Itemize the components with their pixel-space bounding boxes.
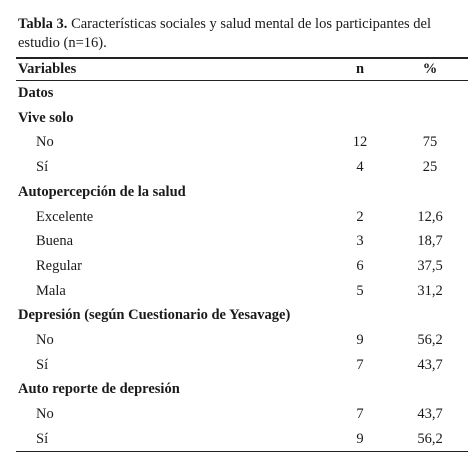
section-row: [0, 81, 475, 105]
table-row: [0, 254, 475, 278]
section-row: [0, 180, 475, 204]
section-label: Vive solo: [18, 109, 74, 126]
header-variables: Variables: [18, 61, 77, 77]
row-percent: 75: [422, 134, 438, 151]
section-label: Autopercepción de la salud: [18, 183, 186, 200]
row-label: Sí: [36, 159, 49, 176]
table-row: [0, 402, 475, 426]
row-percent: 43,7: [417, 406, 443, 423]
row-percent: 25: [422, 159, 438, 176]
row-label: Sí: [36, 356, 49, 373]
row-label: Regular: [36, 257, 82, 274]
row-n: 5: [356, 282, 364, 299]
section-label: Depresión (según Cuestionario de Yesavage): [18, 307, 291, 324]
row-label: No: [36, 134, 54, 151]
row-n: 3: [356, 233, 364, 250]
table-row: [0, 279, 475, 303]
row-label: Mala: [36, 282, 66, 299]
row-percent: 43,7: [417, 356, 443, 373]
table-header: [0, 57, 475, 81]
row-n: 12: [352, 134, 368, 151]
bottom-rule: [16, 451, 468, 452]
header-n: n: [355, 61, 365, 77]
section-label: Auto reporte de depresión: [18, 381, 180, 398]
table-row: [0, 353, 475, 377]
row-label: No: [36, 406, 54, 423]
row-label: Excelente: [36, 208, 94, 225]
table-row: [0, 130, 475, 154]
row-percent: 31,2: [417, 282, 443, 299]
row-label: Buena: [36, 233, 74, 250]
row-percent: 56,2: [417, 332, 443, 348]
row-n: 2: [356, 208, 364, 225]
section-row: [0, 303, 475, 327]
table-row: [0, 427, 475, 451]
row-percent: 18,7: [417, 233, 443, 250]
header-percent: %: [422, 61, 438, 77]
table-row: [0, 229, 475, 253]
caption-text: Características sociales y salud mental de los participantes del estudio (n=16).: [18, 16, 432, 51]
row-percent: 56,2: [417, 430, 443, 447]
row-label: No: [36, 332, 54, 348]
caption-label: Tabla 3.: [18, 16, 68, 32]
section-label: Datos: [18, 85, 54, 101]
row-percent: 12,6: [417, 208, 443, 225]
table-row: [0, 205, 475, 229]
row-n: 4: [356, 159, 364, 176]
row-n: 6: [356, 257, 364, 274]
section-row: [0, 377, 475, 401]
row-n: 7: [356, 406, 364, 423]
row-label: Sí: [36, 430, 49, 447]
table-row: [0, 328, 475, 352]
row-n: 9: [356, 430, 364, 447]
row-percent: 37,5: [417, 257, 443, 274]
table-caption: [18, 15, 468, 53]
row-n: 9: [356, 332, 364, 348]
section-row: [0, 106, 475, 130]
row-n: 7: [356, 356, 364, 373]
table-row: [0, 155, 475, 179]
